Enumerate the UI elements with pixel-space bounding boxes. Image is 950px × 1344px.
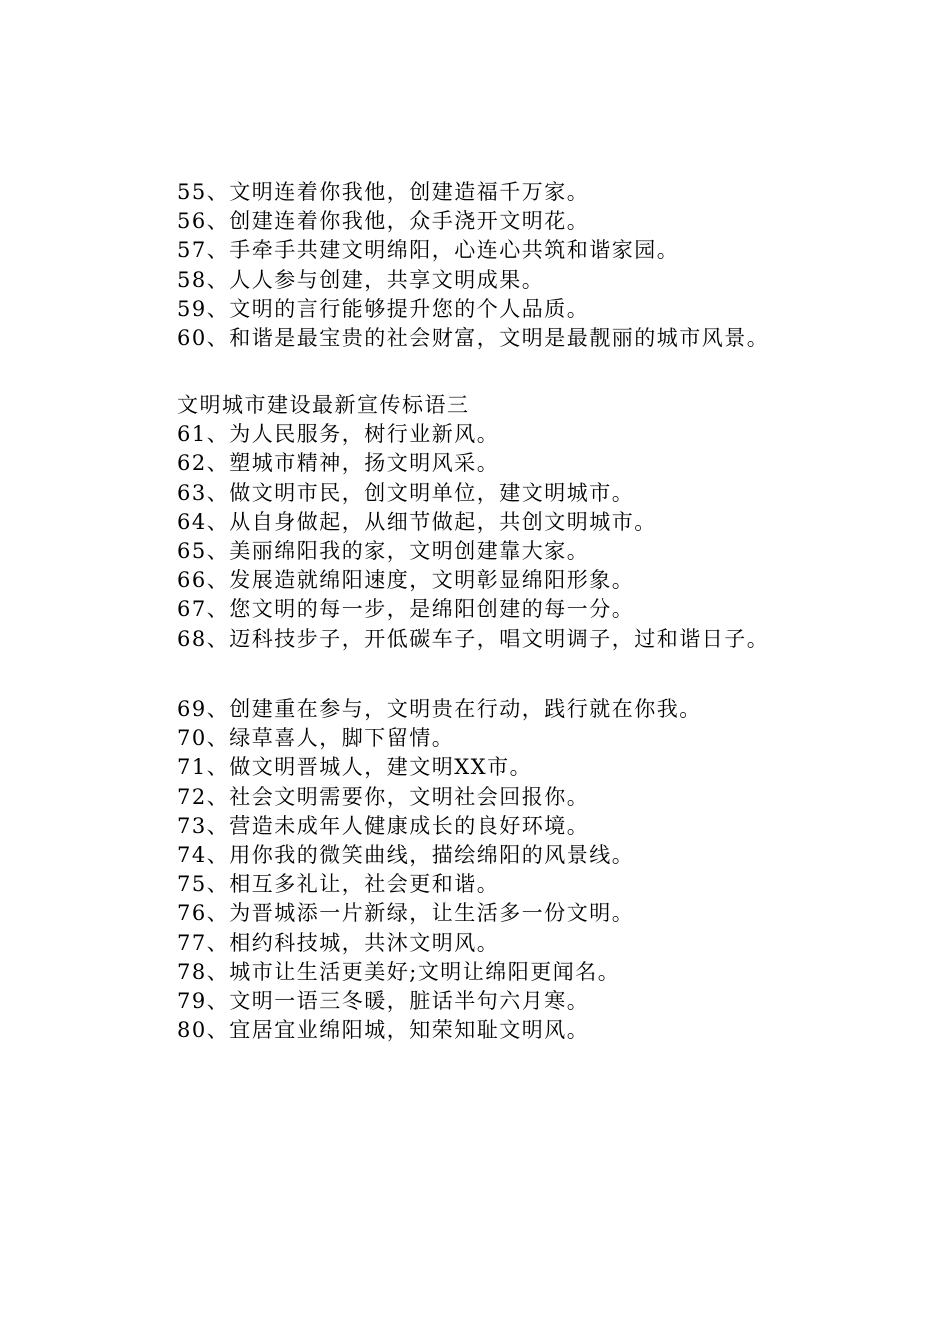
slogan-line: 71、做文明晋城人，建文明XX市。: [177, 755, 533, 780]
slogan-list-1: [177, 178, 917, 353]
slogan-line: 77、相约科技城，共沐文明风。: [177, 930, 500, 955]
slogan-line: 67、您文明的每一步，是绵阳创建的每一分。: [177, 597, 635, 622]
slogan-line: 58、人人参与创建，共享文明成果。: [177, 267, 545, 292]
slogan-line: 60、和谐是最宝贵的社会财富，文明是最靓丽的城市风景。: [177, 325, 770, 350]
slogan-line: 70、绿草喜人，脚下留情。: [177, 726, 455, 751]
slogan-line: 79、文明一语三冬暖，脏话半句六月寒。: [177, 988, 590, 1013]
slogan-line: 68、迈科技步子，开低碳车子，唱文明调子，过和谐日子。: [177, 626, 770, 651]
slogan-line: 73、营造未成年人健康成长的良好环境。: [177, 813, 590, 838]
slogan-line: 72、社会文明需要你，文明社会回报你。: [177, 784, 590, 809]
slogan-list-2: [177, 391, 917, 654]
slogan-line: 74、用你我的微笑曲线，描绘绵阳的风景线。: [177, 842, 635, 867]
slogan-line: 57、手牵手共建文明绵阳，心连心共筑和谐家园。: [177, 238, 680, 263]
slogan-line: 80、宜居宜业绵阳城，知荣知耻文明风。: [177, 1018, 590, 1043]
slogan-line: 62、塑城市精神，扬文明风采。: [177, 451, 500, 476]
slogan-line: 59、文明的言行能够提升您的个人品质。: [177, 296, 590, 321]
slogan-line: 56、创建连着你我他，众手浇开文明花。: [177, 209, 590, 234]
slogan-line: 76、为晋城添一片新绿，让生活多一份文明。: [177, 901, 635, 926]
slogan-line: 65、美丽绵阳我的家，文明创建靠大家。: [177, 538, 590, 563]
slogan-list-3: [177, 695, 917, 1045]
slogan-line: 55、文明连着你我他，创建造福千万家。: [177, 180, 590, 204]
slogan-line: 78、城市让生活更美好;文明让绵阳更闻名。: [177, 959, 621, 984]
slogan-line: 69、创建重在参与，文明贵在行动，践行就在你我。: [177, 697, 702, 721]
slogan-line: 61、为人民服务，树行业新风。: [177, 422, 500, 447]
section-title: 文明城市建设最新宣传标语三: [177, 393, 470, 417]
slogan-line: 64、从自身做起，从细节做起，共创文明城市。: [177, 509, 657, 534]
slogan-line: 75、相互多礼让，社会更和谐。: [177, 872, 500, 897]
slogan-line: 63、做文明市民，创文明单位，建文明城市。: [177, 480, 635, 505]
slogan-line: 66、发展造就绵阳速度，文明彰显绵阳形象。: [177, 568, 635, 593]
